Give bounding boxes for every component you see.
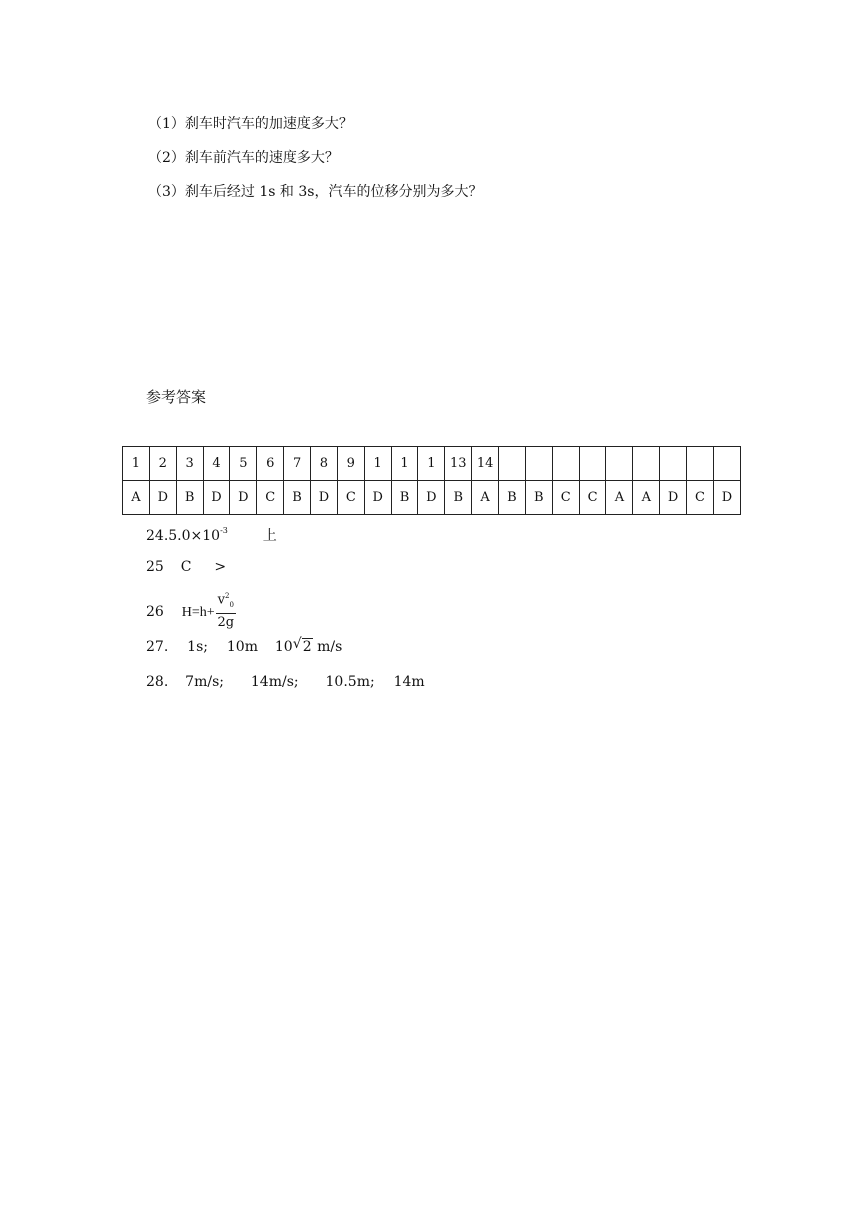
answer-26-fraction — [216, 588, 236, 632]
answer-27-number: 27. — [146, 639, 169, 655]
question-number-cell: 9 — [337, 447, 364, 481]
question-number-cell: 7 — [284, 447, 311, 481]
answer-25 — [146, 559, 226, 575]
question-number-cell — [606, 447, 633, 481]
question-number-cell: 14 — [472, 447, 499, 481]
answer-table — [122, 446, 741, 515]
answer-27-coefficient: 10 — [274, 639, 293, 655]
sqrt-symbol: √ 2 — [292, 636, 312, 655]
question-number-cell — [499, 447, 526, 481]
question-number-cell — [552, 447, 579, 481]
answer-24-direction: 上 — [262, 528, 277, 544]
answer-letter-cell: D — [418, 481, 445, 515]
sqrt-radicand: 2 — [302, 639, 312, 655]
answer-letter-cell: B — [391, 481, 418, 515]
question-number-cell: 6 — [257, 447, 284, 481]
answer-letter-cell: D — [311, 481, 338, 515]
answer-letter-cell: A — [606, 481, 633, 515]
answer-27-unit: m/s — [317, 639, 343, 655]
answer-letter-cell: B — [445, 481, 472, 515]
answer-letter-cell: C — [552, 481, 579, 515]
question-2: （2）刹车前汽车的速度多大？ — [148, 150, 339, 166]
answer-25-choice: C — [180, 559, 192, 575]
answer-letter-cell: C — [687, 481, 714, 515]
question-3: （3）刹车后经过 1s 和 3s，汽车的位移分别为多大？ — [148, 184, 483, 200]
question-number-cell — [633, 447, 660, 481]
answer-24-exponent: -3 — [220, 526, 228, 535]
question-number-cell: 5 — [230, 447, 257, 481]
answer-letter-cell: A — [472, 481, 499, 515]
question-number-row — [123, 447, 741, 481]
answer-letter-cell: D — [364, 481, 391, 515]
answer-letter-cell: C — [337, 481, 364, 515]
question-number-cell: 8 — [311, 447, 338, 481]
answer-28-part-1: 7m/s; — [185, 674, 224, 690]
answer-25-number: 25 — [146, 559, 164, 575]
answer-letter-cell: D — [660, 481, 687, 515]
answer-letter-cell: D — [203, 481, 230, 515]
answer-24-value: 24.5.0×10 — [146, 528, 221, 544]
fraction-numerator: $v^2_0$ — [216, 588, 236, 614]
answer-27-time: 1s; — [187, 639, 208, 655]
answers-heading: 参考答案 — [146, 388, 207, 406]
answer-letter-cell: C — [579, 481, 606, 515]
question-number-cell: 1 — [123, 447, 150, 481]
answer-27-distance: 10m — [226, 639, 258, 655]
question-number-cell — [579, 447, 606, 481]
question-number-cell: 1 — [418, 447, 445, 481]
answer-letter-cell: A — [633, 481, 660, 515]
question-number-cell — [660, 447, 687, 481]
answer-letter-cell: B — [499, 481, 526, 515]
answer-25-comparison: > — [214, 559, 227, 575]
answer-letter-cell: B — [176, 481, 203, 515]
question-number-cell: 3 — [176, 447, 203, 481]
answer-letter-cell: B — [525, 481, 552, 515]
question-1: （1）刹车时汽车的加速度多大？ — [148, 116, 353, 132]
answer-letter-cell: A — [123, 481, 150, 515]
answer-letter-cell: D — [230, 481, 257, 515]
question-number-cell — [713, 447, 740, 481]
answer-28-part-3: 10.5m; — [325, 674, 375, 690]
question-number-cell: 2 — [149, 447, 176, 481]
answer-letter-cell: C — [257, 481, 284, 515]
answer-26-number: 26 — [146, 603, 164, 620]
answer-26-lhs: H=h+ — [181, 604, 215, 620]
question-number-cell — [525, 447, 552, 481]
question-number-cell: 1 — [364, 447, 391, 481]
answer-27 — [146, 636, 343, 655]
question-number-cell: 13 — [445, 447, 472, 481]
answer-28-part-4: 14m — [393, 674, 425, 690]
answer-letter-cell: B — [284, 481, 311, 515]
answer-28-number: 28. — [146, 674, 169, 690]
answer-24 — [146, 525, 277, 545]
answer-letter-cell: D — [713, 481, 740, 515]
question-number-cell: 1 — [391, 447, 418, 481]
answer-letter-row — [123, 481, 741, 515]
answer-28 — [146, 674, 425, 690]
question-number-cell — [687, 447, 714, 481]
answer-letter-cell: D — [149, 481, 176, 515]
fraction-denominator: 2g — [217, 614, 235, 630]
question-number-cell: 4 — [203, 447, 230, 481]
answer-26 — [146, 590, 236, 634]
answer-28-part-2: 14m/s; — [250, 674, 299, 690]
